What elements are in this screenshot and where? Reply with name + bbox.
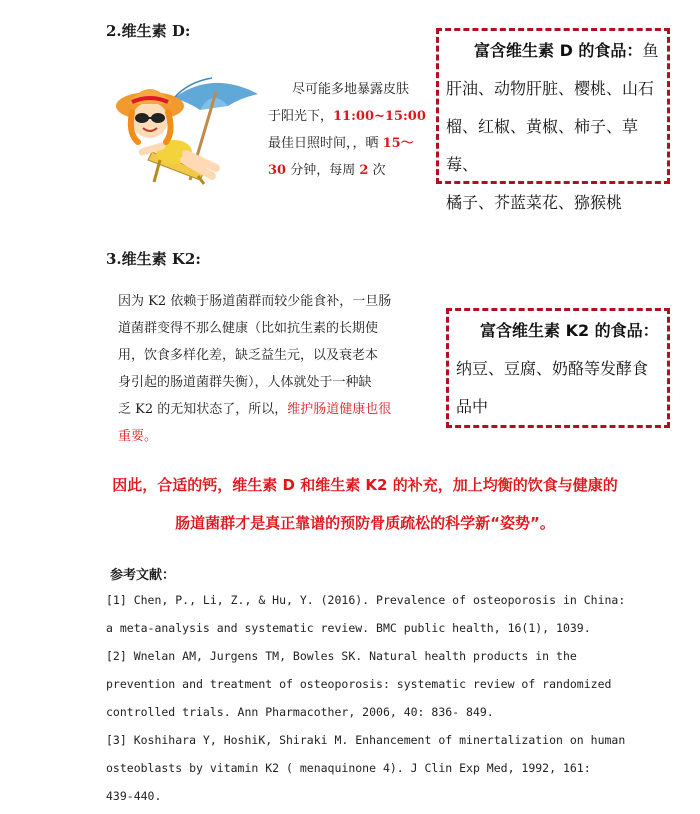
- vitamin-k2-body-line-4: 身引起的肠道菌群失衡），人体就处于一种缺: [118, 375, 372, 390]
- reference-line: [2] Wnelan AM, Jurgens TM, Bowles SK. Natural health products in the: [106, 649, 577, 663]
- vitamin-d-body-line-2-text: 于阳光下，: [268, 109, 334, 124]
- vitamin-d-food-line-1: [446, 32, 668, 70]
- conclusion-line-2: 肠道菌群才是真正靠谱的预防骨质疏松的科学新“姿势”。: [175, 514, 555, 532]
- vitamin-d-food-line-4: 橘子、芥蓝菜花、猕猴桃: [446, 193, 623, 212]
- reference-line: 439-440.: [106, 789, 162, 803]
- vitamin-d-body-line-4-text: 分钟，每周: [286, 163, 360, 178]
- vitamin-d-food-line-3: 榴、红椒、黄椒、柿子、草莓、: [446, 117, 639, 174]
- vitamin-k2-food-title: 富含维生素 K2 的食品：: [480, 321, 659, 340]
- sun-time-range: 11:00~15:00: [333, 109, 426, 124]
- references-list: [106, 586, 666, 810]
- vitamin-k2-body-line-3: 用，饮食多样化差，缺乏益生元，以及衰老本: [118, 348, 379, 363]
- reference-line: a meta-analysis and systematic review. BMC public health, 16(1), 1039.: [106, 621, 591, 635]
- vitamin-k2-food-line-2: 纳豆、豆腐、奶酪等发酵食: [456, 359, 649, 378]
- vitamin-d-body-line-2: [268, 103, 438, 130]
- vitamin-k2-body: [118, 288, 418, 450]
- reference-line: osteoblasts by vitamin K2 ( menaquinone 4). J Clin Exp Med, 1992, 161:: [106, 761, 591, 775]
- references-heading: 参考文献：: [110, 568, 176, 583]
- vitamin-d-body-line-3-text: 最佳日照时间，，晒: [268, 136, 383, 151]
- reference-line: [1] Chen, P., Li, Z., & Hu, Y. (2016). Prevalence of osteoporosis in China:: [106, 593, 626, 607]
- conclusion-line-1: 因此，合适的钙，维生素 D 和维生素 K2 的补充，加上均衡的饮食与健康的: [112, 476, 618, 494]
- sunbathing-illustration: [112, 68, 260, 186]
- vitamin-k2-body-line-2: 道菌群变得不那么健康（比如抗生素的长期使: [118, 321, 379, 336]
- vitamin-d-food-line-2: 肝油、动物肝脏、樱桃、山石: [446, 79, 655, 98]
- sun-minutes-end: 30: [268, 163, 287, 178]
- sun-times-per-week: 2: [359, 163, 369, 178]
- reference-line: [3] Koshihara Y, HoshiK, Shiraki M. Enhancement of minertalization on human: [106, 733, 626, 747]
- sun-minutes-start: 15～: [382, 136, 414, 151]
- vitamin-d-body-line-4: [268, 157, 438, 184]
- vitamin-k2-heading: 3.维生素 K2:: [106, 250, 201, 268]
- vitamin-d-food-title: 富含维生素 D 的食品：: [474, 41, 643, 60]
- vitamin-d-food-text: [446, 32, 668, 222]
- vitamin-k2-body-line-5-text: 乏 K2 的无知状态了，所以，: [118, 402, 288, 417]
- vitamin-d-heading: 2.维生素 D:: [106, 22, 191, 40]
- gut-health-emphasis-end: 重要。: [118, 429, 158, 444]
- vitamin-d-body-line-4-tail: 次: [368, 163, 386, 178]
- reference-line: prevention and treatment of osteoporosis: systematic review of randomized: [106, 677, 612, 691]
- vitamin-d-food-line-1-tail: 鱼: [642, 41, 659, 60]
- vitamin-d-body: [268, 76, 438, 184]
- vitamin-k2-food-text: [456, 312, 668, 426]
- reference-line: controlled trials. Ann Pharmacother, 2006, 40: 836- 849.: [106, 705, 494, 719]
- vitamin-d-body-line-3: [268, 130, 438, 157]
- vitamin-d-body-line-1: 尽可能多地暴露皮肤: [292, 82, 410, 97]
- vitamin-k2-body-line-1: 因为 K2 依赖于肠道菌群而较少能食补，一旦肠: [118, 294, 392, 309]
- vitamin-k2-food-line-3: 品中: [456, 397, 489, 416]
- vitamin-k2-body-line-5: [118, 396, 418, 423]
- gut-health-emphasis: 维护肠道健康也很: [287, 402, 392, 417]
